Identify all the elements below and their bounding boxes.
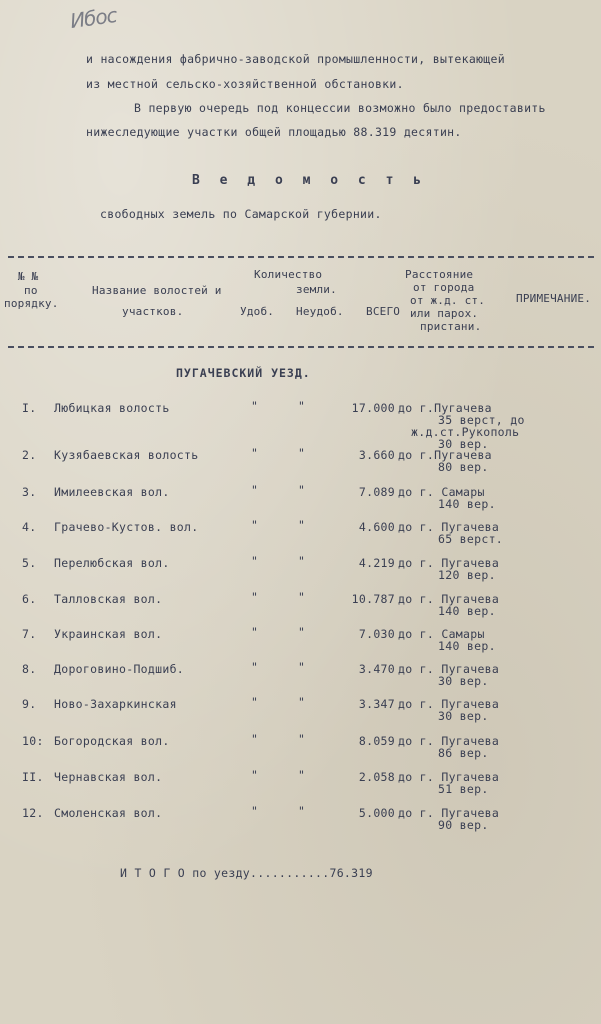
header-dist-5: пристани. — [420, 320, 482, 333]
row-volost-name: Грачево-Кустов. вол. — [54, 520, 199, 534]
row-number: 5. — [22, 556, 37, 570]
row-distance-line: 30 вер. — [438, 709, 489, 723]
row-number: 9. — [22, 697, 37, 711]
row-distance-line: 80 вер. — [438, 460, 489, 474]
row-number: 7. — [22, 627, 37, 641]
header-dist-2: от города — [413, 281, 475, 294]
header-udob: Удоб. — [240, 305, 275, 318]
row-total: 3.347 — [358, 697, 395, 711]
row-distance-line: 35 верст, до — [438, 413, 525, 427]
row-distance-line: 140 вер. — [438, 639, 496, 653]
header-name-1: Название волостей и — [92, 284, 222, 297]
row-distance-line: до г. Пугачева — [398, 520, 500, 534]
row-number: 10: — [22, 734, 44, 748]
row-distance-line: до г. Пугачева — [398, 770, 500, 784]
row-udob-ditto: " — [251, 804, 259, 818]
row-udob-ditto: " — [251, 590, 259, 604]
row-volost-name: Дороговино-Подшиб. — [54, 662, 185, 676]
row-distance-line: до г.Пугачева — [398, 448, 492, 462]
intro-line-2: из местной сельско-хозяйственной обстановки. — [86, 77, 404, 91]
row-volost-name: Любицкая волость — [54, 401, 170, 415]
row-total: 7.030 — [358, 627, 395, 641]
row-udob-ditto: " — [251, 768, 259, 782]
row-distance-line: до г. Самары — [398, 627, 485, 641]
row-total: 10.787 — [351, 592, 395, 606]
row-distance-line: до г. Самары — [398, 485, 485, 499]
row-udob-ditto: " — [251, 625, 259, 639]
row-neudob-ditto: " — [298, 768, 306, 782]
header-neudob: Неудоб. — [296, 305, 344, 318]
header-dist-4: или парох. — [410, 307, 479, 320]
row-udob-ditto: " — [251, 695, 259, 709]
row-distance-line: до г. Пугачева — [398, 592, 500, 606]
row-distance-line: 120 вер. — [438, 568, 496, 582]
row-number: 4. — [22, 520, 37, 534]
document-subtitle: свободных земель по Самарской губернии. — [100, 207, 382, 221]
intro-line-1: и насождения фабрично-заводской промышленности, вытекающей — [86, 52, 505, 66]
row-neudob-ditto: " — [298, 446, 306, 460]
row-distance-line: 30 вер. — [438, 674, 489, 688]
row-neudob-ditto: " — [298, 695, 306, 709]
row-distance-line: 65 верст. — [438, 532, 504, 546]
row-neudob-ditto: " — [298, 483, 306, 497]
row-volost-name: Ново-Захаркинская — [54, 697, 177, 711]
intro-line-3: В первую очередь под концессии возможно было предоставить — [134, 101, 546, 115]
row-distance-line: до г.Пугачева — [398, 401, 492, 415]
header-name-2: участков. — [122, 305, 184, 318]
row-volost-name: Перелюбская вол. — [54, 556, 170, 570]
row-number: I. — [22, 401, 37, 415]
row-udob-ditto: " — [251, 732, 259, 746]
row-udob-ditto: " — [251, 660, 259, 674]
row-distance-line: ж.д.ст.Рукополь — [411, 425, 520, 439]
section-title: ПУГАЧЕВСКИЙ УЕЗД. — [176, 366, 311, 380]
row-neudob-ditto: " — [298, 625, 306, 639]
row-volost-name: Чернавская вол. — [54, 770, 163, 784]
row-udob-ditto: " — [251, 483, 259, 497]
row-distance-line: 51 вер. — [438, 782, 489, 796]
header-no-1: № № — [18, 270, 39, 283]
row-total: 8.059 — [358, 734, 395, 748]
header-no-2: по — [24, 284, 38, 297]
row-udob-ditto: " — [251, 399, 259, 413]
row-total: 17.000 — [351, 401, 395, 415]
row-udob-ditto: " — [251, 518, 259, 532]
row-number: 6. — [22, 592, 37, 606]
row-total: 4.600 — [358, 520, 395, 534]
row-number: 8. — [22, 662, 37, 676]
document-title: В е д о м о с т ь — [192, 173, 428, 188]
pencil-annotation: Ибос — [68, 2, 118, 34]
row-distance-line: 90 вер. — [438, 818, 489, 832]
row-total: 3.660 — [358, 448, 395, 462]
header-qty-2: земли. — [296, 283, 337, 296]
header-note: ПРИМЕЧАНИЕ. — [516, 292, 592, 305]
row-distance-line: 140 вер. — [438, 604, 496, 618]
row-number: 3. — [22, 485, 37, 499]
header-no-3: порядку. — [4, 297, 59, 310]
row-neudob-ditto: " — [298, 660, 306, 674]
row-neudob-ditto: " — [298, 732, 306, 746]
row-volost-name: Имилеевская вол. — [54, 485, 170, 499]
row-number: 2. — [22, 448, 37, 462]
row-volost-name: Богородская вол. — [54, 734, 170, 748]
row-total: 2.058 — [358, 770, 395, 784]
row-total: 4.219 — [358, 556, 395, 570]
row-volost-name: Талловская вол. — [54, 592, 163, 606]
row-distance-line: 30 вер. — [438, 437, 489, 451]
header-bottom-divider — [8, 346, 594, 348]
row-total: 3.470 — [358, 662, 395, 676]
row-neudob-ditto: " — [298, 518, 306, 532]
row-distance-line: до г. Пугачева — [398, 806, 500, 820]
row-number: 12. — [22, 806, 44, 820]
row-volost-name: Кузябаевская волость — [54, 448, 199, 462]
header-dist-3: от ж.д. ст. — [410, 294, 486, 307]
total-line: И Т О Г О по уезду...........76.319 — [120, 866, 373, 880]
header-vsego: ВСЕГО — [366, 305, 401, 318]
row-neudob-ditto: " — [298, 804, 306, 818]
row-distance-line: 86 вер. — [438, 746, 489, 760]
row-total: 7.089 — [358, 485, 395, 499]
row-number: II. — [22, 770, 44, 784]
row-distance-line: до г. Пугачева — [398, 556, 500, 570]
row-distance-line: до г. Пугачева — [398, 734, 500, 748]
header-dist-1: Расстояние — [405, 268, 474, 281]
row-volost-name: Смоленская вол. — [54, 806, 163, 820]
row-total: 5.000 — [358, 806, 395, 820]
row-neudob-ditto: " — [298, 554, 306, 568]
row-volost-name: Украинская вол. — [54, 627, 163, 641]
intro-line-4: нижеследующие участки общей площадью 88.319 десятин. — [86, 125, 462, 139]
row-udob-ditto: " — [251, 554, 259, 568]
row-neudob-ditto: " — [298, 590, 306, 604]
row-distance-line: до г. Пугачева — [398, 662, 500, 676]
row-udob-ditto: " — [251, 446, 259, 460]
row-distance-line: до г. Пугачева — [398, 697, 500, 711]
header-top-divider — [8, 256, 594, 258]
row-neudob-ditto: " — [298, 399, 306, 413]
row-distance-line: 140 вер. — [438, 497, 496, 511]
header-qty-1: Количество — [254, 268, 323, 281]
